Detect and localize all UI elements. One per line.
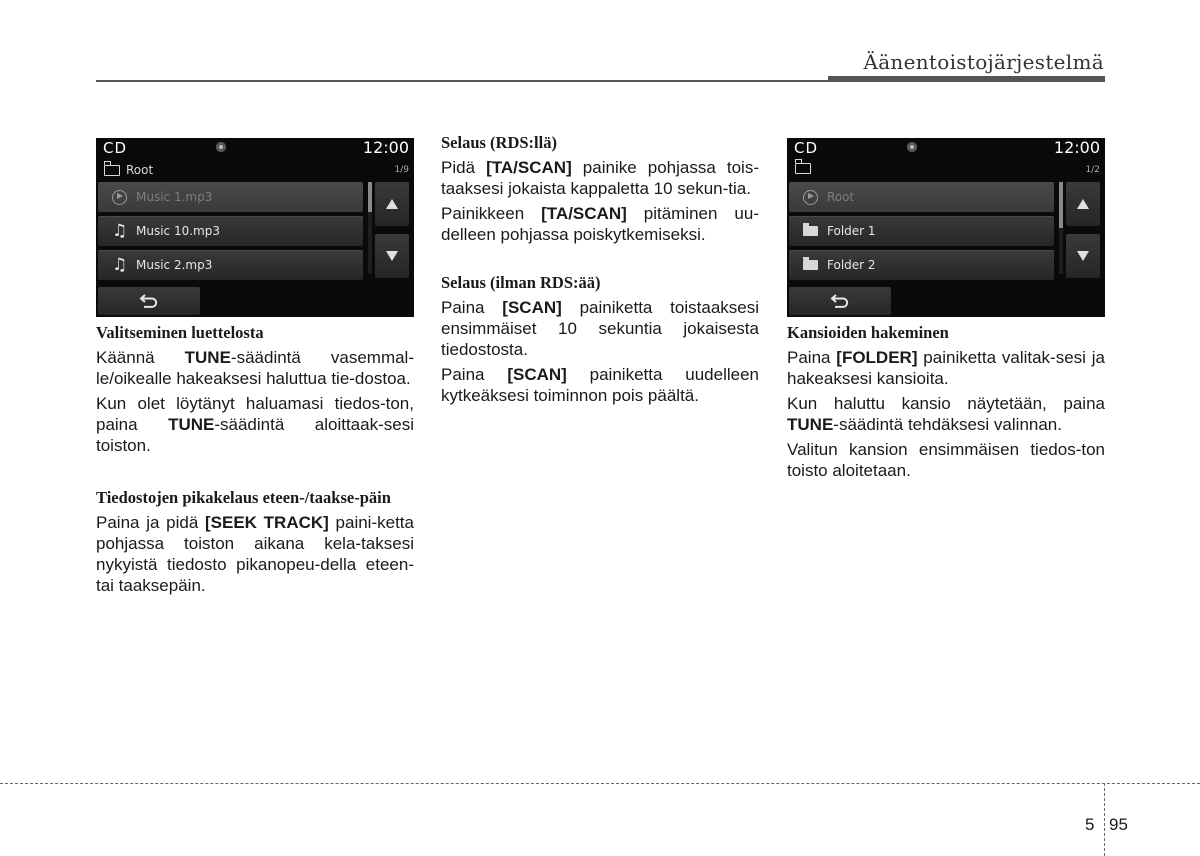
screen-page-indicator: 1/9 <box>394 165 409 175</box>
screen-list-item[interactable] <box>789 216 1054 246</box>
paragraph: Paina ja pidä [SEEK TRACK] paini-ketta pohjassa toiston aikana kela-taksesi nykyistä tiedosto pikanopeu-della eteen- tai taaksepäin. <box>96 513 414 595</box>
screen-path <box>795 163 817 174</box>
paragraph: Käännä TUNE-säädintä vasemmal-le/oikealle hakeaksesi haluttua tie-dostoa. <box>96 348 414 388</box>
screen-list-item-label: Root <box>827 190 855 204</box>
footer-divider <box>1104 783 1105 856</box>
chapter-number: 5 <box>1085 815 1095 834</box>
play-circle-icon <box>112 190 127 205</box>
scroll-down-button[interactable] <box>375 234 409 278</box>
section-heading: Valitseminen luettelosta <box>96 323 264 342</box>
screen-status-bar <box>96 138 414 158</box>
arrow-up-icon <box>386 199 398 209</box>
header-title: Äänentoistojärjestelmä <box>863 50 1104 74</box>
screen-list-item[interactable] <box>789 182 1054 212</box>
screen-clock: 12:00 <box>362 138 409 157</box>
screen-scrollbar[interactable] <box>368 182 372 274</box>
folder-icon <box>803 226 818 236</box>
footer-rule <box>0 783 1200 784</box>
page-number: 95 <box>1109 815 1128 834</box>
screen-list-item[interactable] <box>98 182 363 212</box>
paragraph: Pidä [TA/SCAN] painike pohjassa tois-taaksesi jokaista kappaletta 10 sekun-tia. <box>441 158 759 198</box>
section-heading: Kansioiden hakeminen <box>787 323 949 342</box>
arrow-down-icon <box>1077 251 1089 261</box>
screen-source-label: CD <box>794 139 819 157</box>
folder-icon <box>803 260 818 270</box>
back-arrow-icon <box>829 293 851 309</box>
screen-list-item-label: Folder 1 <box>827 224 876 238</box>
paragraph: Paina [FOLDER] painiketta valitak-sesi ja hakeaksesi kansioita. <box>787 348 1105 388</box>
paragraph: Painikkeen [TA/SCAN] pitäminen uu-delleen pohjassa poiskytkemiseksi. <box>441 204 759 244</box>
scroll-up-button[interactable] <box>1066 182 1100 226</box>
screen-page-indicator: 1/2 <box>1085 165 1100 175</box>
screen-list-item-label: Music 2.mp3 <box>136 258 213 272</box>
arrow-down-icon <box>386 251 398 261</box>
screen-scrollbar[interactable] <box>1059 182 1063 274</box>
column-left <box>96 138 414 596</box>
paragraph: Kun haluttu kansio näytetään, paina TUNE-säädintä tehdäksesi valinnan. <box>787 394 1105 434</box>
screen-list-item-label: Folder 2 <box>827 258 876 272</box>
music-note-icon: ♫ <box>112 220 128 241</box>
paragraph: Paina [SCAN] painiketta uudelleen kytkeäksesi toiminnon pois päältä. <box>441 365 759 405</box>
paragraph: Kun olet löytänyt haluamasi tiedos-ton, paina TUNE-säädintä aloittaak-sesi toiston. <box>96 394 414 455</box>
screen-source-label: CD <box>103 139 128 157</box>
section-heading: Tiedostojen pikakelaus eteen-/taakse-päin <box>96 488 391 507</box>
cd-screen-folders <box>787 138 1105 317</box>
screen-list-item-label: Music 1.mp3 <box>136 190 213 204</box>
folder-outline-icon <box>104 165 120 176</box>
disc-indicator-icon <box>907 142 917 152</box>
play-circle-icon <box>803 190 818 205</box>
screen-path <box>104 163 153 177</box>
back-button[interactable] <box>789 287 891 315</box>
paragraph: Paina [SCAN] painiketta toistaaksesi ensimmäiset 10 sekuntia jokaisesta tiedostosta. <box>441 298 760 359</box>
section-heading: Selaus (ilman RDS:ää) <box>441 273 601 292</box>
screen-status-bar <box>787 138 1105 158</box>
back-arrow-icon <box>138 293 160 309</box>
screen-list-item[interactable] <box>98 250 363 280</box>
screen-list-item-label: Music 10.mp3 <box>136 224 220 238</box>
disc-indicator-icon <box>216 142 226 152</box>
screen-list-item[interactable] <box>98 216 363 246</box>
column-right <box>787 138 1105 481</box>
header-rule-accent <box>828 76 1105 82</box>
folder-outline-icon <box>795 163 811 174</box>
cd-screen-files <box>96 138 414 317</box>
arrow-up-icon <box>1077 199 1089 209</box>
screen-path-label: Root <box>126 163 154 177</box>
column-middle <box>441 133 759 406</box>
scroll-down-button[interactable] <box>1066 234 1100 278</box>
paragraph: Valitun kansion ensimmäisen tiedos-ton toisto aloitetaan. <box>787 440 1105 480</box>
scroll-up-button[interactable] <box>375 182 409 226</box>
screen-clock: 12:00 <box>1053 138 1100 157</box>
music-note-icon: ♫ <box>112 254 128 275</box>
back-button[interactable] <box>98 287 200 315</box>
screen-list-item[interactable] <box>789 250 1054 280</box>
section-heading: Selaus (RDS:llä) <box>441 133 557 152</box>
